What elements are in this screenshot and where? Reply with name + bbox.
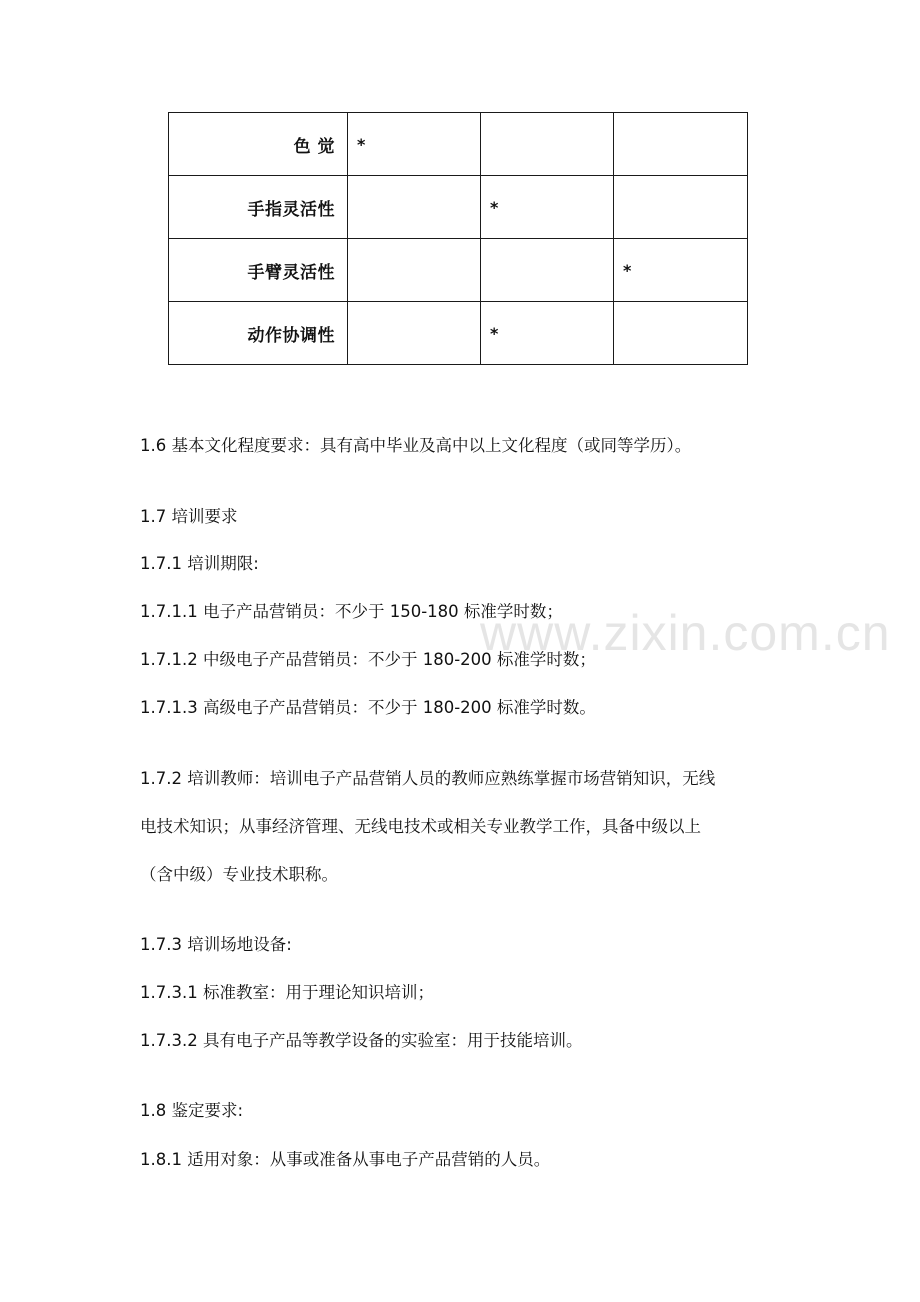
row-label: 动作协调性	[169, 302, 348, 365]
list-item: 1.7.3.1 标准教室：用于理论知识培训；	[140, 983, 434, 1002]
paragraph-1-8-1: 1.8.1 适用对象：从事或准备从事电子产品营销的人员。	[140, 1150, 551, 1169]
paragraph-1-7-2-line-1: 1.7.2 培训教师：培训电子产品营销人员的教师应熟练掌握市场营销知识，无线	[140, 769, 716, 788]
table-cell	[481, 113, 614, 176]
heading-1-7: 1.7 培训要求	[140, 507, 238, 526]
table-cell: *	[614, 239, 748, 302]
table-cell: *	[348, 113, 481, 176]
table-cell	[614, 113, 748, 176]
table-cell	[348, 176, 481, 239]
row-label: 色 觉	[169, 113, 348, 176]
table-row	[169, 113, 748, 176]
ability-requirement-table	[168, 112, 748, 365]
table-cell: *	[481, 302, 614, 365]
table-cell: *	[481, 176, 614, 239]
heading-1-8: 1.8 鉴定要求:	[140, 1101, 244, 1120]
table-cell	[614, 176, 748, 239]
table-row	[169, 176, 748, 239]
paragraph-1-6: 1.6 基本文化程度要求：具有高中毕业及高中以上文化程度（或同等学历）。	[140, 436, 692, 455]
row-label: 手指灵活性	[169, 176, 348, 239]
table-row	[169, 239, 748, 302]
table-cell	[481, 239, 614, 302]
list-item: 1.7.1.1 电子产品营销员：不少于 150-180 标准学时数；	[140, 602, 563, 621]
row-label: 手臂灵活性	[169, 239, 348, 302]
watermark: www.zixin.com.cn	[480, 605, 891, 661]
list-item: 1.7.1.2 中级电子产品营销员：不少于 180-200 标准学时数；	[140, 650, 596, 669]
list-item: 1.7.1.3 高级电子产品营销员：不少于 180-200 标准学时数。	[140, 698, 596, 717]
heading-1-7-3: 1.7.3 培训场地设备:	[140, 935, 292, 954]
list-item: 1.7.3.2 具有电子产品等教学设备的实验室：用于技能培训。	[140, 1031, 583, 1050]
paragraph-1-7-2-line-2: 电技术知识；从事经济管理、无线电技术或相关专业教学工作，具备中级以上	[140, 817, 701, 836]
heading-1-7-1: 1.7.1 培训期限:	[140, 554, 259, 573]
table-row	[169, 302, 748, 365]
table-cell	[348, 239, 481, 302]
table-cell	[348, 302, 481, 365]
paragraph-1-7-2-line-3: （含中级）专业技术职称。	[140, 865, 338, 884]
table-cell	[614, 302, 748, 365]
